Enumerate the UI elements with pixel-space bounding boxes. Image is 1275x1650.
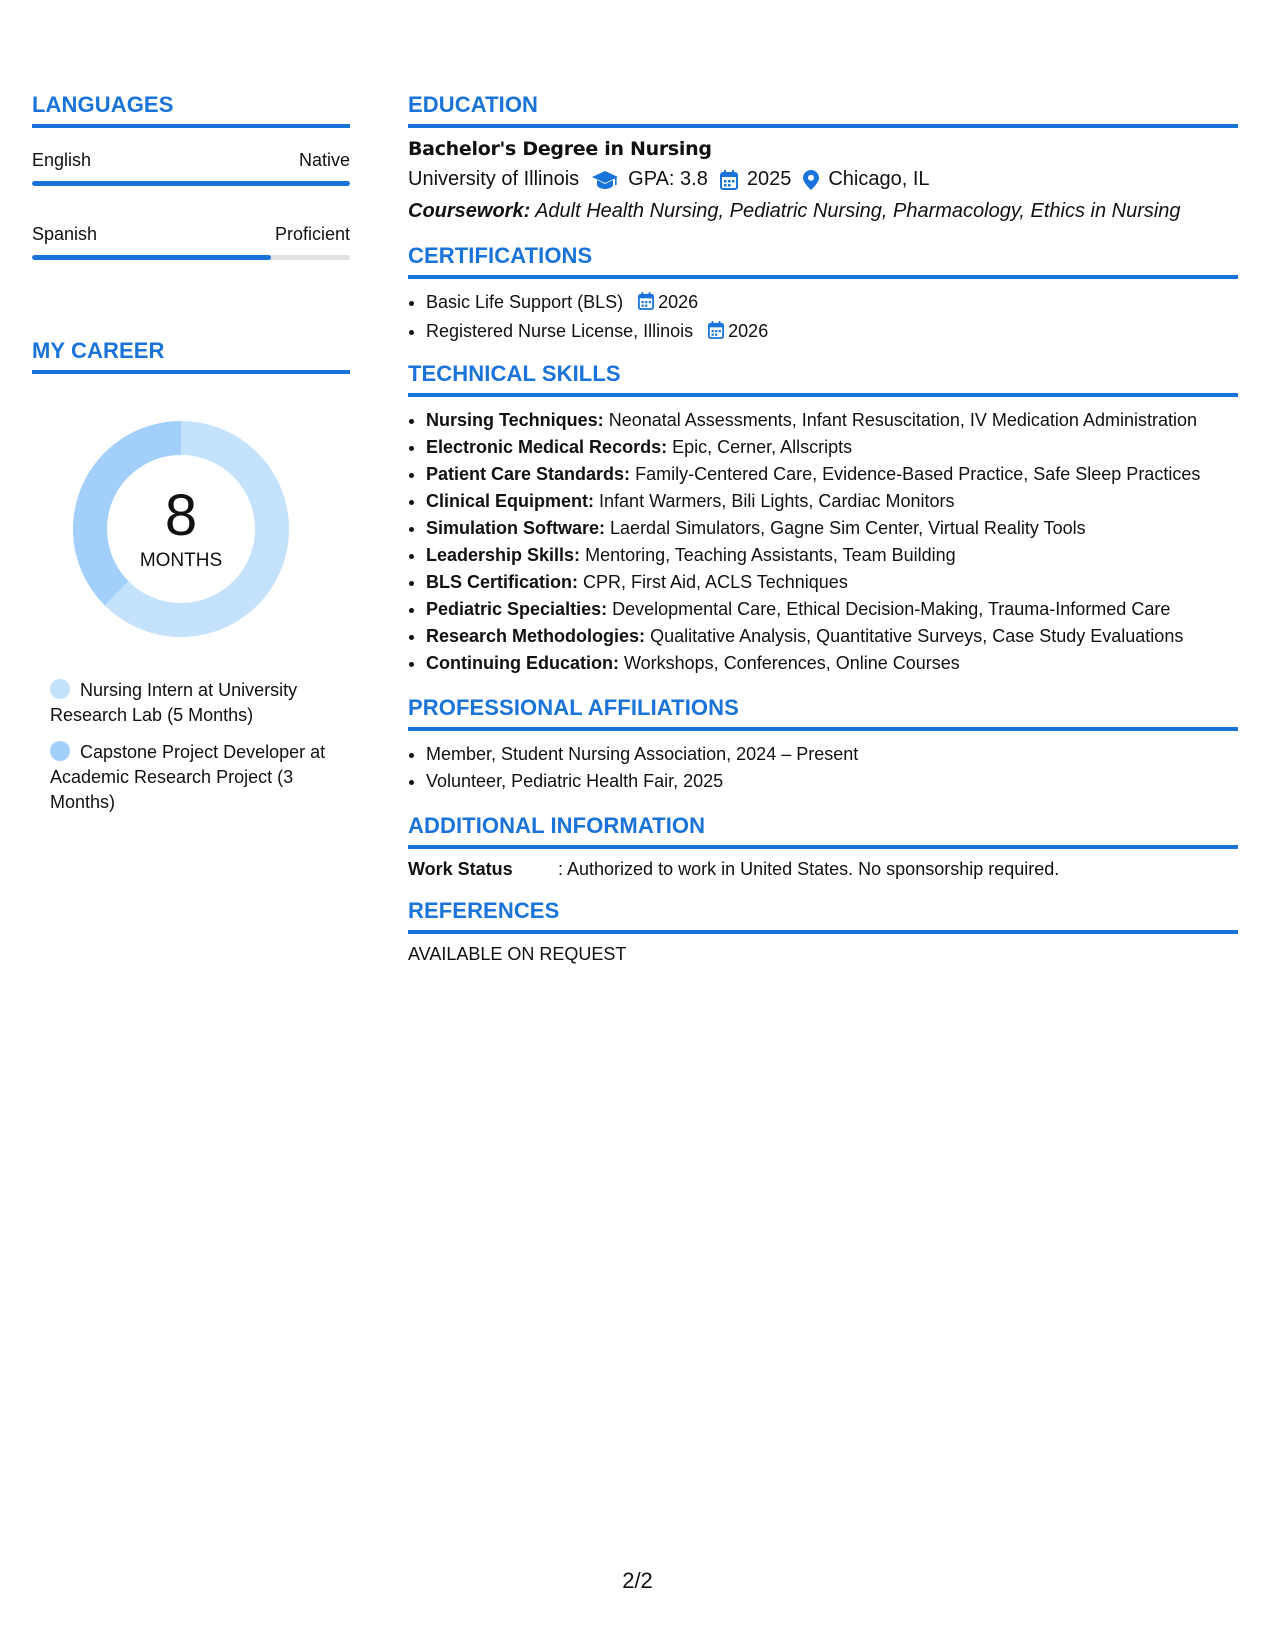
legend-item: [50, 678, 350, 728]
language-item-spanish: [32, 224, 350, 260]
career-section: [32, 338, 350, 815]
language-name: Spanish: [32, 224, 98, 244]
calendar-icon: [638, 291, 654, 318]
skill-label: Nursing Techniques:: [426, 410, 604, 430]
additional-info-section: [408, 813, 1238, 880]
list-item: [426, 515, 1238, 542]
language-proficiency-bar: [32, 255, 350, 260]
certifications-list: [408, 289, 1238, 347]
list-item: [426, 318, 1238, 347]
work-status: [408, 859, 1238, 880]
legend-label: Capstone Project Developer at Academic Research Project (3 Months): [50, 742, 326, 812]
skill-value: Neonatal Assessments, Infant Resuscitation, IV Medication Administration: [608, 410, 1197, 430]
location-pin-icon: [803, 170, 819, 190]
affiliations-heading: PROFESSIONAL AFFILIATIONS: [408, 695, 1238, 731]
legend-label: Nursing Intern at University Research Lab (5 Months): [50, 680, 298, 725]
list-item: [426, 596, 1238, 623]
certification-year: 2026: [658, 292, 699, 312]
skill-label: Patient Care Standards:: [426, 464, 631, 484]
language-proficiency-fill: [32, 181, 350, 186]
school-location: Chicago, IL: [828, 168, 930, 190]
left-column: [32, 92, 350, 827]
page-number: 2/2: [622, 1568, 653, 1593]
list-item: [426, 407, 1238, 434]
skill-value: Workshops, Conferences, Online Courses: [623, 653, 960, 673]
legend-item: [50, 740, 350, 815]
education-heading: EDUCATION: [408, 92, 1238, 128]
certification-name: Registered Nurse License, Illinois: [426, 321, 694, 341]
list-item: [426, 488, 1238, 515]
right-column: [408, 92, 1238, 965]
skill-value: Developmental Care, Ethical Decision-Making, Trauma-Informed Care: [612, 599, 1171, 619]
list-item: • Member, Student Nursing Association, 2024 – Present: [426, 741, 1238, 768]
language-proficiency-bar: [32, 181, 350, 186]
skill-value: Mentoring, Teaching Assistants, Team Building: [585, 545, 956, 565]
donut-center: [66, 483, 296, 572]
education-meta: [408, 168, 1238, 191]
list-item: [426, 542, 1238, 569]
languages-heading: LANGUAGES: [32, 92, 350, 128]
skill-value: Infant Warmers, Bili Lights, Cardiac Monitors: [599, 491, 955, 511]
gpa: GPA: 3.8: [628, 168, 708, 190]
references-text: AVAILABLE ON REQUEST: [408, 944, 627, 964]
references-section: [408, 898, 1238, 965]
career-total-unit: MONTHS: [139, 550, 223, 571]
legend-dot: [50, 679, 70, 699]
graduation-cap-icon: [591, 170, 619, 190]
skill-value: CPR, First Aid, ACLS Techniques: [583, 572, 848, 592]
calendar-icon: [708, 320, 724, 347]
skill-label: Simulation Software:: [426, 518, 606, 538]
language-level: Native: [298, 150, 350, 170]
references-heading: REFERENCES: [408, 898, 1238, 934]
coursework-list: Adult Health Nursing, Pediatric Nursing, Pharmacology, Ethics in Nursing: [535, 200, 1181, 222]
school-name: University of Illinois: [408, 168, 580, 190]
skill-value: Epic, Cerner, Allscripts: [672, 437, 853, 457]
technical-skills-section: [408, 361, 1238, 677]
legend-dot: [50, 741, 70, 761]
skill-label: Clinical Equipment:: [426, 491, 595, 511]
skill-label: Research Methodologies:: [426, 626, 646, 646]
calendar-icon: [720, 170, 738, 190]
work-status-value: : Authorized to work in United States. No sponsorship required.: [558, 859, 1060, 879]
skill-value: Qualitative Analysis, Quantitative Surveys, Case Study Evaluations: [650, 626, 1184, 646]
language-level: Proficient: [274, 224, 350, 244]
list-item: • Volunteer, Pediatric Health Fair, 2025: [426, 768, 1238, 795]
education-section: [408, 92, 1238, 223]
coursework-label: Coursework:: [408, 200, 531, 222]
skill-label: Pediatric Specialties:: [426, 599, 608, 619]
skill-label: Electronic Medical Records:: [426, 437, 668, 457]
certifications-heading: CERTIFICATIONS: [408, 243, 1238, 279]
list-item: [426, 461, 1238, 488]
list-item: [426, 569, 1238, 596]
certification-year: 2026: [728, 321, 769, 341]
work-status-label: Work Status: [408, 859, 513, 879]
coursework: [408, 200, 1238, 223]
career-heading: MY CAREER: [32, 338, 350, 374]
language-name: English: [32, 150, 92, 170]
certifications-section: [408, 243, 1238, 347]
language-item-english: [32, 150, 350, 186]
technical-skills-heading: TECHNICAL SKILLS: [408, 361, 1238, 397]
career-donut-chart: [66, 414, 296, 644]
list-item: [426, 289, 1238, 318]
skill-value: Family-Centered Care, Evidence-Based Practice, Safe Sleep Practices: [635, 464, 1201, 484]
skill-value: Laerdal Simulators, Gagne Sim Center, Virtual Reality Tools: [610, 518, 1086, 538]
certification-name: Basic Life Support (BLS): [426, 292, 624, 312]
technical-skills-list: [408, 407, 1238, 677]
skill-label: Leadership Skills:: [426, 545, 581, 565]
skill-label: BLS Certification:: [426, 572, 579, 592]
language-proficiency-fill: [32, 255, 271, 260]
list-item: [426, 623, 1238, 650]
affiliations-section: [408, 695, 1238, 795]
career-total-months: 8: [164, 483, 198, 548]
degree-title: Bachelor's Degree in Nursing: [408, 138, 712, 160]
additional-info-heading: ADDITIONAL INFORMATION: [408, 813, 1238, 849]
list-item: [426, 434, 1238, 461]
affiliations-list: [408, 741, 1238, 795]
list-item: [426, 650, 1238, 677]
skill-label: Continuing Education:: [426, 653, 619, 673]
career-legend: [50, 678, 350, 815]
graduation-year: 2025: [746, 168, 792, 190]
